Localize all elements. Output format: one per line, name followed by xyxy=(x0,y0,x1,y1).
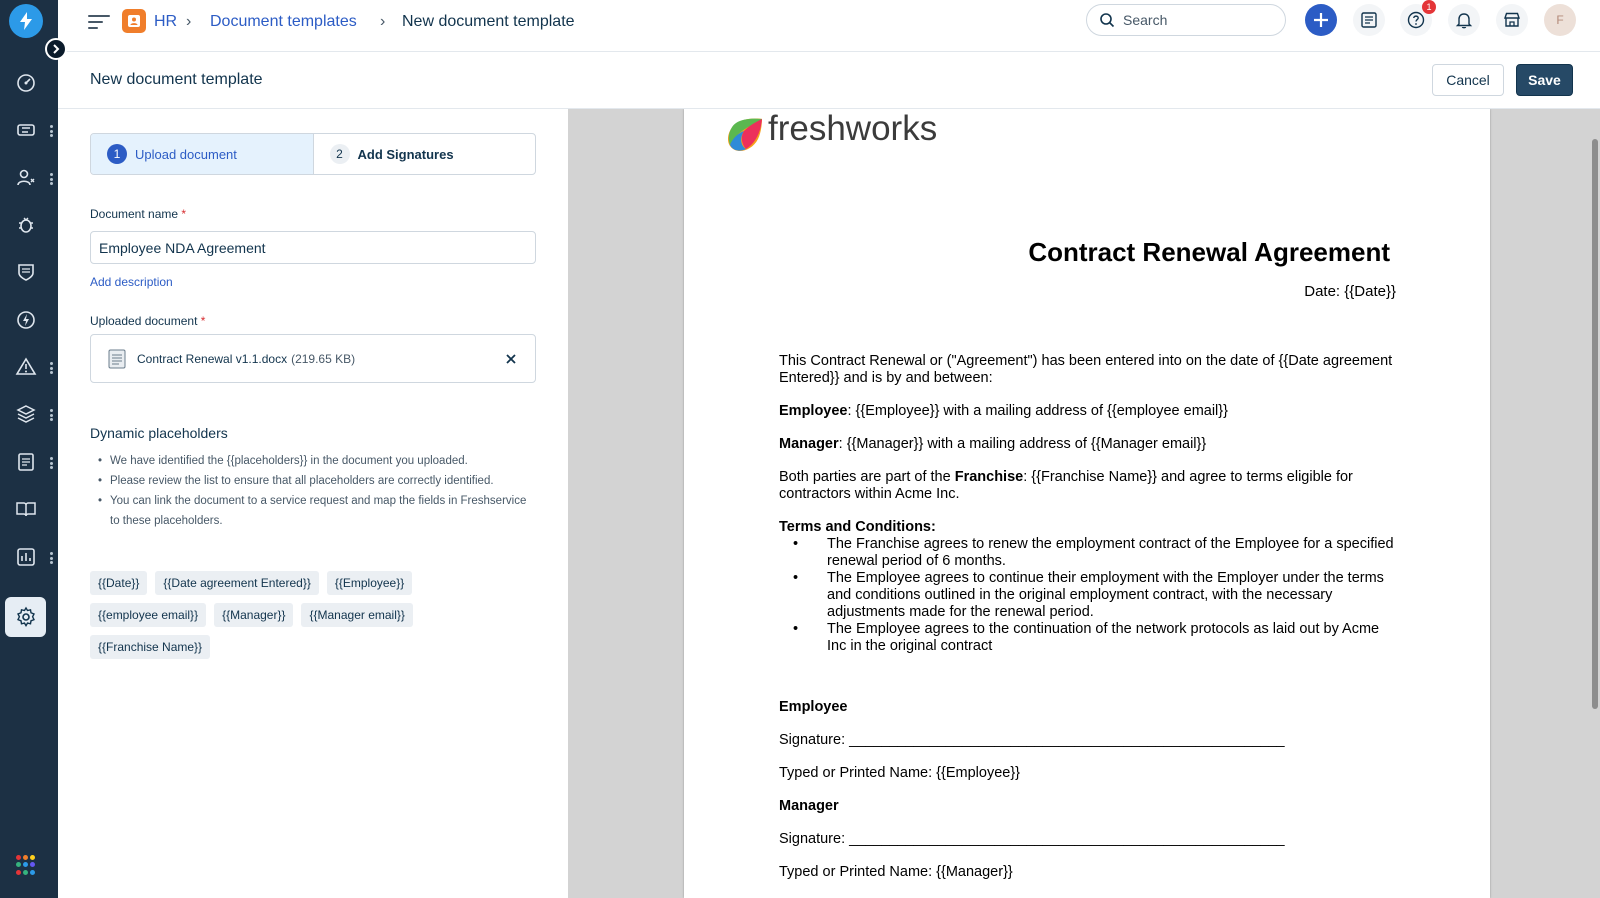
terms-item: • The Employee agrees to the continuation of the network protocols as laid out by Acme Inc in the original contract xyxy=(779,621,1399,655)
uploaded-document-label-text: Uploaded document xyxy=(90,314,198,328)
apps-grid-dot xyxy=(16,870,21,875)
placeholder-chip: {{Franchise Name}} xyxy=(90,635,210,659)
breadcrumb-hr[interactable]: HR xyxy=(154,13,178,30)
save-button[interactable]: Save xyxy=(1516,64,1573,96)
new-item-plus-button[interactable] xyxy=(1305,4,1337,36)
help-button[interactable] xyxy=(1400,4,1432,36)
step-number: 1 xyxy=(107,144,127,164)
assets-more-icon[interactable] xyxy=(48,408,54,422)
alerts-icon[interactable] xyxy=(5,347,46,387)
catalog-list-icon xyxy=(1359,10,1379,30)
apps-grid-dot xyxy=(23,855,28,860)
cancel-button[interactable]: Cancel xyxy=(1432,64,1504,96)
contacts-more-icon[interactable] xyxy=(48,172,54,186)
terms-item: • The Employee agrees to continue their employment with the Employer under the terms and conditions outlined in the original employment contract, with the necessary adjustments made for the renewal period. xyxy=(779,570,1399,621)
document-file-icon xyxy=(107,348,127,370)
breadcrumb-document-templates[interactable]: Document templates xyxy=(210,13,357,30)
placeholders-note: • You can link the document to a service request and map the fields in Freshservice to these placeholders. xyxy=(98,491,528,531)
document-page xyxy=(684,109,1490,898)
required-asterisk: * xyxy=(200,314,206,328)
placeholders-note: • Please review the list to ensure that all placeholders are correctly identified. xyxy=(98,471,528,491)
solutions-icon[interactable] xyxy=(5,489,46,529)
contacts-icon[interactable] xyxy=(5,158,46,198)
top-bar xyxy=(58,0,1600,52)
document-name-input[interactable] xyxy=(90,231,536,264)
contracts-icon[interactable] xyxy=(5,442,46,482)
page-title: New document template xyxy=(90,71,263,88)
placeholder-chip: {{Manager}} xyxy=(214,603,293,627)
signature-employee-name: Typed or Printed Name: {{Employee}} xyxy=(779,765,1021,781)
file-name: Contract Renewal v1.1.docx xyxy=(137,351,288,366)
signature-manager-heading: Manager xyxy=(779,798,839,814)
remove-file-close-icon[interactable] xyxy=(503,351,519,367)
document-title: Contract Renewal Agreement xyxy=(1028,237,1390,267)
placeholders-note: • We have identified the {{placeholders}} in the document you uploaded. xyxy=(98,451,528,471)
apps-grid-dot xyxy=(23,862,28,867)
apps-grid-dot xyxy=(16,855,21,860)
wizard-steps xyxy=(90,133,536,175)
alerts-more-icon[interactable] xyxy=(48,361,54,375)
placeholder-chip: {{Manager email}} xyxy=(301,603,412,627)
step-label: Upload document xyxy=(135,146,237,162)
placeholder-chips xyxy=(90,571,490,659)
hr-module-icon xyxy=(122,9,146,33)
signature-employee-line: Signature: ______________________________________________________ xyxy=(779,732,1285,748)
step-label: Add Signatures xyxy=(357,146,454,162)
freshworks-logo-icon xyxy=(724,109,764,153)
placeholders-notes xyxy=(98,451,528,531)
plus-icon xyxy=(1312,11,1330,29)
manager-paragraph xyxy=(779,436,1399,453)
dashboard-icon[interactable] xyxy=(5,63,46,103)
employee-paragraph xyxy=(779,403,1399,420)
document-body xyxy=(779,353,1399,671)
apps-grid-dot xyxy=(30,855,35,860)
template-form-panel xyxy=(58,109,568,898)
dynamic-placeholders-title: Dynamic placeholders xyxy=(90,425,228,441)
uploaded-file xyxy=(90,334,536,383)
store-icon xyxy=(1502,10,1522,30)
help-notification-badge: 1 xyxy=(1422,0,1436,14)
placeholder-chip: {{Date agreement Entered}} xyxy=(155,571,318,595)
search-input[interactable] xyxy=(1086,4,1286,36)
document-name-label-text: Document name xyxy=(90,207,179,221)
required-asterisk: * xyxy=(181,207,187,221)
expand-nav-chevron-icon[interactable] xyxy=(45,38,67,60)
page-header xyxy=(58,52,1600,109)
search-icon xyxy=(1099,12,1115,28)
problems-icon[interactable] xyxy=(5,205,46,245)
placeholder-chip: {{Employee}} xyxy=(327,571,412,595)
changes-icon[interactable] xyxy=(5,252,46,292)
step-upload-document[interactable] xyxy=(91,134,314,174)
releases-icon[interactable] xyxy=(5,300,46,340)
parties-paragraph xyxy=(779,469,1399,503)
signature-manager-name: Typed or Printed Name: {{Manager}} xyxy=(779,864,1013,880)
catalog-button[interactable] xyxy=(1353,4,1385,36)
terms-heading: Terms and Conditions: xyxy=(779,519,936,535)
tickets-icon[interactable] xyxy=(5,110,46,150)
marketplace-button[interactable] xyxy=(1496,4,1528,36)
notifications-button[interactable] xyxy=(1448,4,1480,36)
uploaded-document-label xyxy=(90,314,205,328)
assets-icon[interactable] xyxy=(5,394,46,434)
breadcrumb-chevron-icon: › xyxy=(380,13,386,30)
apps-grid-dot xyxy=(16,862,21,867)
add-description-link[interactable]: Add description xyxy=(90,275,173,289)
breadcrumb-chevron-icon: › xyxy=(186,13,192,30)
left-navigation xyxy=(0,0,58,898)
terms-item: • The Franchise agrees to renew the employment contract of the Employee for a specified renewal period of 6 months. xyxy=(779,536,1399,570)
document-name-label xyxy=(90,207,186,221)
menu-hamburger-icon[interactable] xyxy=(88,12,110,34)
placeholder-chip: {{Date}} xyxy=(90,571,147,595)
breadcrumb-current: New document template xyxy=(402,13,575,30)
employee-label: Employee xyxy=(779,403,848,419)
intro-paragraph: This Contract Renewal or ("Agreement") has been entered into on the date of {{Date agreement Entered}} and is by and between: xyxy=(779,353,1393,386)
apps-grid-icon[interactable] xyxy=(16,855,36,875)
tickets-more-icon[interactable] xyxy=(48,124,54,138)
manager-label: Manager xyxy=(779,436,839,452)
parties-text-post: : {{Franchise Name}} and agree to terms eligible for contractors within Acme Inc. xyxy=(779,469,1353,502)
document-date: Date: {{Date}} xyxy=(1304,283,1396,300)
search-label: Search xyxy=(1123,12,1168,28)
document-preview[interactable] xyxy=(568,109,1600,898)
bell-icon xyxy=(1454,10,1474,30)
file-size: (219.65 KB) xyxy=(291,351,356,366)
logo-wordmark: freshworks xyxy=(768,109,938,148)
preview-scrollbar[interactable] xyxy=(1592,139,1598,709)
manager-text: : {{Manager}} with a mailing address of {{Manager email}} xyxy=(838,436,1207,452)
signature-manager-line: Signature: ______________________________________________________ xyxy=(779,831,1285,847)
user-avatar[interactable]: F xyxy=(1544,4,1576,36)
employee-text: : {{Employee}} with a mailing address of {{employee email}} xyxy=(847,403,1228,419)
reports-icon[interactable] xyxy=(5,537,46,577)
terms-list xyxy=(779,536,1399,655)
apps-grid-dot xyxy=(23,870,28,875)
contracts-more-icon[interactable] xyxy=(48,456,54,470)
placeholder-chip: {{employee email}} xyxy=(90,603,206,627)
freshworks-logo xyxy=(724,109,937,153)
step-add-signatures[interactable] xyxy=(314,134,536,174)
franchise-label: Franchise xyxy=(954,469,1024,485)
signature-employee-heading: Employee xyxy=(779,699,848,715)
apps-grid-dot xyxy=(30,862,35,867)
freshservice-logo-icon[interactable] xyxy=(9,4,43,38)
step-number: 2 xyxy=(330,144,350,164)
apps-grid-dot xyxy=(30,870,35,875)
parties-text-pre: Both parties are part of the xyxy=(779,469,955,485)
admin-gear-icon[interactable] xyxy=(5,597,46,637)
help-question-icon xyxy=(1406,10,1426,30)
reports-more-icon[interactable] xyxy=(48,551,54,565)
